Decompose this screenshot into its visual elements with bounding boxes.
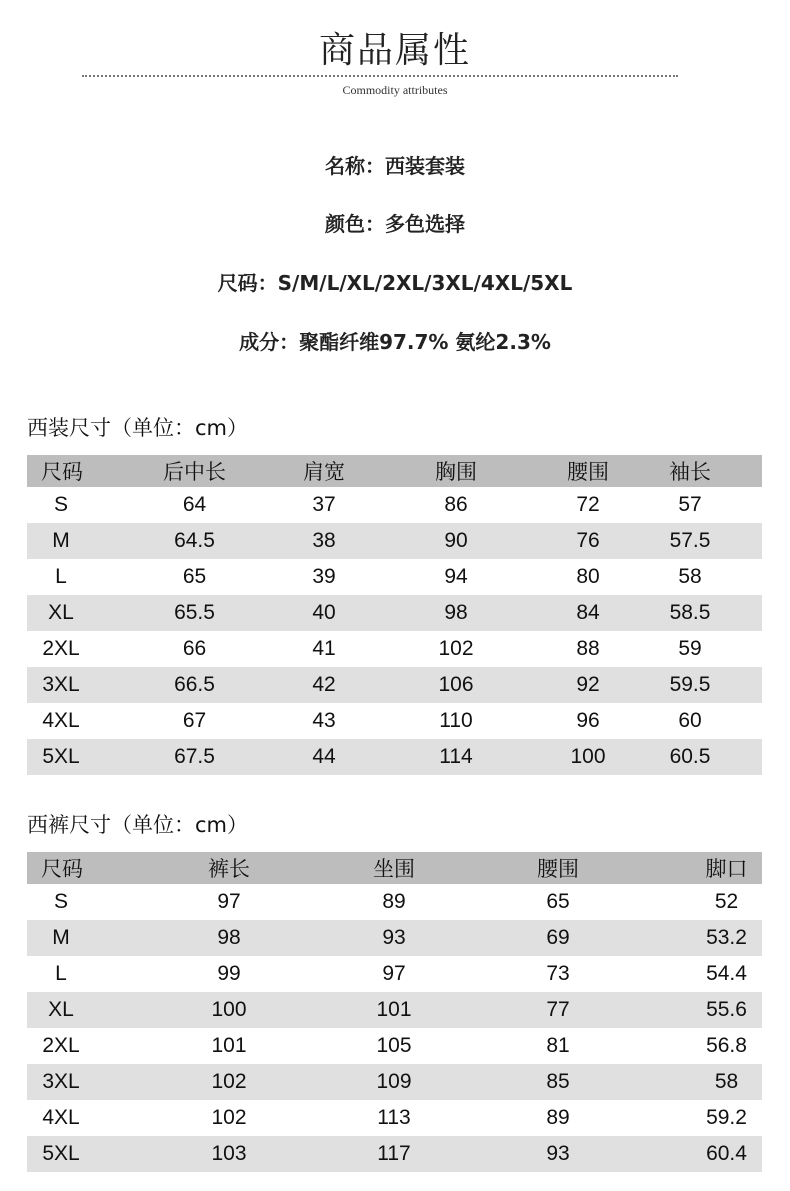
table-cell: 98 (444, 601, 468, 624)
table-cell: 2XL (42, 637, 80, 660)
table-cell: 55.6 (706, 998, 747, 1021)
table-cell: 80 (576, 565, 600, 588)
table-row (27, 920, 762, 956)
table-header-row (27, 852, 762, 884)
column-header: 尺码 (41, 461, 83, 484)
table-row (27, 1136, 762, 1172)
table-cell: S (53, 493, 68, 516)
column-header: 腰围 (567, 461, 609, 484)
column-header: 尺码 (41, 858, 83, 881)
table-cell: 85 (546, 1070, 570, 1093)
attr-size: 尺码：S/M/L/XL/2XL/3XL/4XL/5XL (217, 271, 573, 295)
table-cell: 42 (312, 673, 336, 696)
pants-size-table (27, 852, 762, 1172)
table-cell: 64 (182, 493, 207, 516)
table-row (27, 956, 762, 992)
table-cell: 66 (182, 637, 207, 660)
table-cell: L (55, 565, 67, 588)
table-cell: 97 (382, 962, 406, 985)
table-cell: 2XL (42, 1034, 80, 1057)
table-cell: 94 (444, 565, 468, 588)
table-cell: 105 (376, 1034, 412, 1057)
dotted-divider (82, 75, 678, 77)
table-cell: XL (48, 998, 74, 1021)
table-cell: 117 (377, 1142, 411, 1165)
table-cell: M (52, 529, 70, 552)
table-cell: 89 (382, 890, 406, 913)
table-cell: 44 (312, 745, 336, 768)
attr-color: 颜色：多色选择 (325, 212, 465, 236)
page-subtitle: Commodity attributes (342, 83, 448, 97)
table-cell: 52 (714, 890, 739, 913)
table-cell: 81 (546, 1034, 570, 1057)
table-row (27, 1100, 762, 1136)
table-cell: 39 (312, 565, 336, 588)
table-cell: 76 (576, 529, 600, 552)
table-cell: 109 (376, 1070, 412, 1093)
table-cell: 60.4 (706, 1142, 747, 1165)
column-header: 胸围 (435, 461, 477, 484)
table-cell: 72 (576, 493, 600, 516)
table-cell: 86 (444, 493, 468, 516)
suit-size-table (27, 455, 762, 775)
table-row (27, 667, 762, 703)
table-cell: 59 (678, 637, 702, 660)
table-cell: 113 (377, 1106, 411, 1129)
table-row (27, 1064, 762, 1100)
table-cell: 59.5 (669, 673, 711, 696)
table-row (27, 595, 762, 631)
table-cell: 60.5 (669, 745, 711, 768)
table-cell: 69 (546, 926, 570, 949)
column-header: 袖长 (669, 461, 711, 484)
table-cell: 37 (312, 493, 336, 516)
table-cell: 5XL (42, 745, 80, 768)
column-header: 裤长 (208, 858, 250, 881)
table-cell: 73 (546, 962, 570, 985)
column-header: 肩宽 (303, 461, 345, 484)
table-row (27, 1028, 762, 1064)
pants-size-title: 西裤尺寸（单位：cm） (27, 813, 249, 837)
table-cell: 66.5 (174, 673, 215, 696)
table-row (27, 992, 762, 1028)
table-cell: 65 (546, 890, 570, 913)
table-cell: 5XL (42, 1142, 80, 1165)
table-cell: 101 (376, 998, 412, 1021)
table-cell: 99 (217, 962, 241, 985)
table-cell: S (53, 890, 68, 913)
table-row (27, 703, 762, 739)
column-header: 坐围 (373, 858, 415, 881)
table-cell: 4XL (42, 1106, 80, 1129)
table-cell: 88 (576, 637, 600, 660)
table-cell: 54.4 (706, 962, 747, 985)
table-cell: 93 (546, 1142, 570, 1165)
table-cell: 3XL (42, 673, 80, 696)
table-cell: M (52, 926, 70, 949)
column-header: 腰围 (537, 858, 579, 881)
table-cell: 40 (312, 601, 336, 624)
table-cell: 58 (714, 1070, 739, 1093)
table-cell: 102 (211, 1070, 247, 1093)
table-cell: 89 (546, 1106, 570, 1129)
table-cell: 41 (312, 637, 336, 660)
table-cell: 102 (211, 1106, 247, 1129)
table-cell: 4XL (42, 709, 80, 732)
table-cell: 84 (576, 601, 600, 624)
table-cell: 96 (576, 709, 600, 732)
table-cell: 92 (576, 673, 600, 696)
table-row (27, 523, 762, 559)
table-cell: 101 (211, 1034, 247, 1057)
table-cell: 58 (678, 565, 702, 588)
table-cell: 43 (312, 709, 336, 732)
table-cell: 114 (439, 745, 473, 768)
table-cell: 56.8 (706, 1034, 747, 1057)
table-cell: 110 (439, 709, 473, 732)
table-cell: L (55, 962, 67, 985)
table-cell: 57 (678, 493, 702, 516)
page-title: 商品属性 (318, 30, 471, 71)
column-header: 后中长 (163, 461, 226, 484)
table-cell: 100 (570, 745, 606, 768)
table-cell: 98 (217, 926, 241, 949)
table-row (27, 631, 762, 667)
table-cell: 77 (546, 998, 570, 1021)
table-cell: 102 (438, 637, 474, 660)
table-cell: 59.2 (706, 1106, 747, 1129)
table-cell: 67 (182, 709, 207, 732)
table-cell: 38 (312, 529, 336, 552)
table-cell: 106 (438, 673, 474, 696)
attr-material: 成分：聚酯纤维97.7% 氨纶2.3% (239, 330, 551, 354)
table-row (27, 487, 762, 523)
table-cell: 65.5 (174, 601, 215, 624)
table-cell: 53.2 (706, 926, 747, 949)
table-row (27, 739, 762, 775)
table-cell: XL (48, 601, 74, 624)
table-cell: 64.5 (174, 529, 215, 552)
table-cell: 103 (211, 1142, 247, 1165)
suit-size-title: 西装尺寸（单位：cm） (27, 416, 249, 440)
attr-name: 名称：西装套装 (325, 154, 465, 178)
column-header: 脚口 (705, 858, 748, 881)
table-row (27, 559, 762, 595)
table-cell: 90 (444, 529, 468, 552)
table-cell: 60 (678, 709, 702, 732)
table-cell: 93 (382, 926, 406, 949)
table-row (27, 884, 762, 920)
table-cell: 65 (182, 565, 207, 588)
table-cell: 67.5 (174, 745, 215, 768)
table-cell: 57.5 (669, 529, 711, 552)
table-header-row (27, 455, 762, 487)
table-cell: 100 (211, 998, 247, 1021)
table-cell: 3XL (42, 1070, 80, 1093)
table-cell: 58.5 (669, 601, 711, 624)
table-cell: 97 (217, 890, 241, 913)
